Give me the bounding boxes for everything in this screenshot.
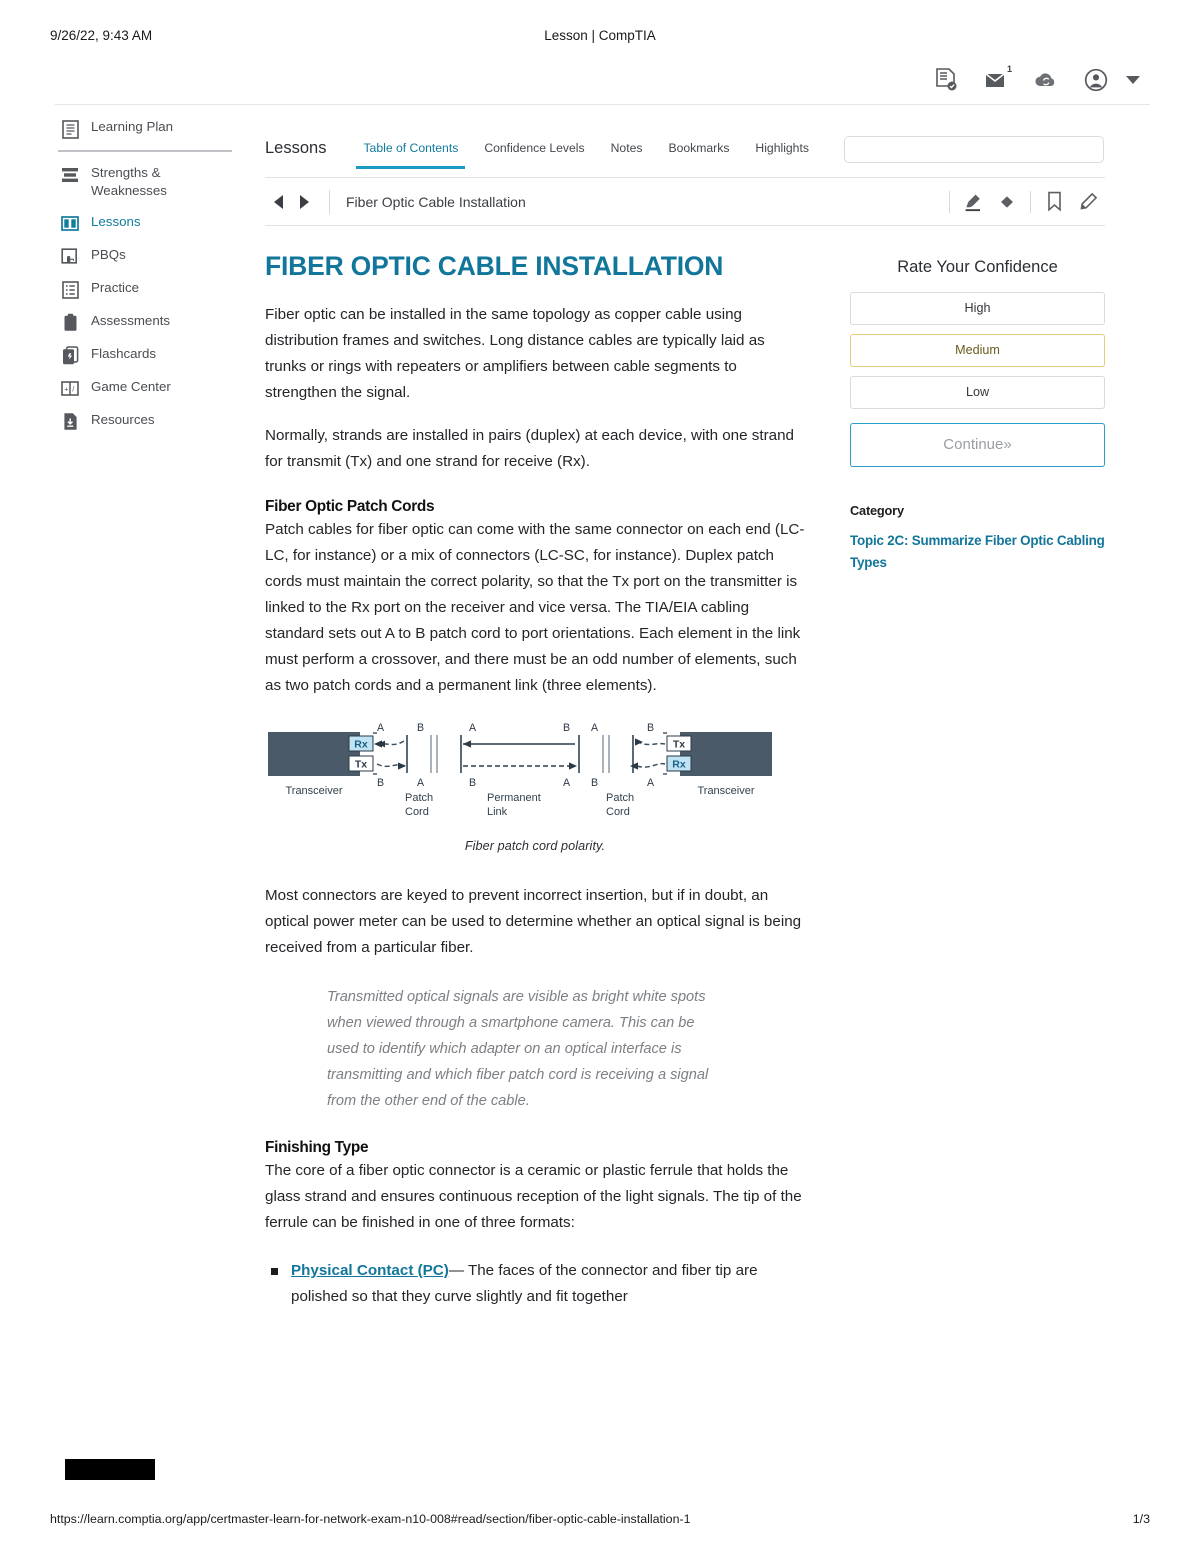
svg-text:Cord: Cord	[405, 805, 429, 818]
tab-bookmarks[interactable]: Bookmarks	[668, 141, 730, 155]
pbqs-icon	[60, 247, 80, 267]
header-divider	[55, 104, 1150, 105]
svg-text:Rx: Rx	[672, 758, 686, 771]
svg-text:Rx: Rx	[354, 738, 368, 751]
print-footer	[50, 1512, 1150, 1526]
svg-text:Tx: Tx	[672, 738, 686, 751]
sidebar-item-strengths-weaknesses[interactable]	[58, 158, 238, 207]
practice-list-icon	[60, 280, 80, 300]
breadcrumb: Fiber Optic Cable Installation	[346, 193, 526, 210]
print-date: 9/26/22, 9:43 AM	[50, 28, 153, 43]
section-label: Lessons	[265, 139, 327, 157]
confidence-high-button[interactable]: High	[850, 292, 1105, 325]
sidebar-item-label: Practice	[91, 279, 140, 295]
svg-text:B: B	[377, 776, 385, 789]
lesson-content	[265, 226, 1105, 1310]
finishing-type-list	[265, 1258, 805, 1310]
figure-caption: Fiber patch cord polarity.	[464, 838, 606, 853]
svg-text:B: B	[417, 721, 425, 734]
list-item-text: — The faces of the connector and fiber tip are polished so that they curve slightly and fit together	[291, 1262, 758, 1306]
main-panel	[265, 132, 1105, 1310]
sidebar-item-label: Lessons	[91, 213, 141, 229]
footer-page-number: 1/3	[1132, 1512, 1150, 1526]
pencil-icon[interactable]	[1071, 188, 1105, 216]
svg-text:Permanent: Permanent	[487, 791, 541, 804]
print-title: Lesson | CompTIA	[544, 28, 656, 43]
svg-text:+: +	[64, 384, 69, 394]
polarity-diagram	[265, 722, 775, 822]
lesson-tabbar	[265, 132, 1105, 178]
article-body	[265, 252, 805, 1310]
toolbar-divider-2	[1030, 191, 1031, 213]
game-center-icon	[60, 379, 80, 399]
sidebar-item-resources[interactable]	[58, 405, 238, 438]
sidebar-item-lessons[interactable]	[58, 207, 238, 240]
category-label: Category	[850, 503, 904, 518]
cloud-sync-icon[interactable]	[1032, 66, 1060, 94]
svg-text:A: A	[377, 721, 385, 734]
redacted-block	[65, 1459, 155, 1480]
sidebar-item-label: Game Center	[91, 378, 171, 394]
inbox-icon[interactable]	[982, 66, 1010, 94]
confidence-rail	[805, 252, 1105, 1310]
svg-text:A: A	[591, 721, 599, 734]
tab-highlights[interactable]: Highlights	[755, 141, 809, 155]
svg-text:Patch: Patch	[606, 791, 635, 804]
print-header	[50, 28, 1150, 43]
svg-text:Cord: Cord	[606, 805, 630, 818]
sidebar-divider	[58, 150, 232, 152]
toolbar-divider	[949, 191, 950, 213]
sidebar-item-assessments[interactable]	[58, 306, 238, 339]
confidence-medium-button[interactable]: Medium	[850, 334, 1105, 367]
assessments-clipboard-icon	[60, 313, 80, 333]
sidebar-item-label: PBQs	[91, 246, 126, 262]
continue-button[interactable]: Continue»	[850, 423, 1105, 467]
nav-divider	[329, 190, 330, 214]
resources-download-icon	[60, 412, 80, 432]
account-menu-chevron-down-icon[interactable]	[1126, 76, 1140, 84]
lesson-nav-row	[265, 178, 1105, 226]
learning-plan-icon	[60, 119, 80, 139]
heading-finishing-type: Finishing Type	[265, 1138, 369, 1156]
svg-text:A: A	[647, 776, 655, 789]
svg-text:B: B	[563, 721, 571, 734]
link-physical-contact-pc[interactable]: Physical Contact (PC)	[291, 1262, 449, 1280]
svg-text:A: A	[469, 721, 477, 734]
svg-text:B: B	[647, 721, 655, 734]
flashcards-icon	[60, 346, 80, 366]
annotation-toolbar	[943, 188, 1105, 216]
tab-confidence-levels[interactable]: Confidence Levels	[484, 141, 585, 155]
heading-patch-cords: Fiber Optic Patch Cords	[265, 497, 435, 515]
tab-table-of-contents[interactable]: Table of Contents	[350, 141, 471, 168]
svg-text:/: /	[72, 384, 75, 394]
svg-text:B: B	[469, 776, 477, 789]
sidebar-item-label: Strengths & Weaknesses	[91, 165, 167, 199]
svg-text:Tx: Tx	[354, 758, 368, 771]
sidebar-item-game-center[interactable]	[58, 372, 238, 405]
sidebar-item-pbqs[interactable]	[58, 240, 238, 273]
previous-lesson-button[interactable]	[265, 189, 291, 215]
strengths-weaknesses-icon	[60, 165, 80, 185]
notes-icon[interactable]	[932, 66, 960, 94]
tab-notes[interactable]: Notes	[610, 141, 643, 155]
search-input[interactable]	[844, 136, 1104, 163]
svg-text:A: A	[417, 776, 425, 789]
lessons-book-icon	[60, 214, 80, 234]
paragraph-finishing-type: The core of a fiber optic connector is a ceramic or plastic ferrule that holds the glass strand and ensures continuous reception of the light signals. The tip of the ferrule can be finished in one of three formats:	[265, 1161, 802, 1232]
svg-text:Link: Link	[487, 805, 508, 818]
svg-text:B: B	[591, 776, 599, 789]
page-title: FIBER OPTIC CABLE INSTALLATION	[265, 251, 724, 281]
list-item	[265, 1258, 805, 1310]
figure-fiber-patch-cord-polarity	[265, 722, 805, 853]
svg-text:Transceiver: Transceiver	[697, 784, 755, 797]
sidebar-item-label: Learning Plan	[91, 119, 174, 134]
sidebar-item-learning-plan[interactable]	[58, 112, 238, 145]
confidence-low-button[interactable]: Low	[850, 376, 1105, 409]
svg-text:A: A	[563, 776, 571, 789]
inbox-badge: 1	[1006, 64, 1012, 74]
highlighter-icon[interactable]	[956, 188, 990, 216]
category-value: Topic 2C: Summarize Fiber Optic Cabling Types	[850, 533, 1105, 571]
callout-blockquote: Transmitted optical signals are visible as bright white spots when viewed through a smartphone camera. This can be used to identify which adapter on an optical interface is transmitting and which fiber patch cord is receiving a signal from the other end of the cable.	[327, 988, 709, 1109]
next-lesson-button[interactable]	[291, 189, 317, 215]
sidebar-item-label: Resources	[91, 411, 155, 427]
paragraph-intro-2: Normally, strands are installed in pairs (duplex) at each device, with one strand for transmit (Tx) and one strand for receive (Rx).	[265, 427, 795, 471]
svg-text:Patch: Patch	[405, 791, 434, 804]
bookmark-icon[interactable]	[1037, 188, 1071, 216]
eraser-icon[interactable]	[990, 188, 1024, 216]
paragraph-patch-cords: Patch cables for fiber optic can come with the same connector on each end (LC-LC, for instance) or a mix of connectors (LC-SC, for instance). Duplex patch cords must maintain the correct polarity, so that the Tx port on the transmitter is linked to the Rx port on the receiver and vice versa. The TIA/EIA cabling standard sets out A to B patch cord to port orientations. Each element in the link must perform a crossover, and there must be an odd number of elements, such as two patch cords and a permanent link (three elements).	[265, 520, 805, 695]
sidebar	[58, 112, 238, 438]
paragraph-connectors-keyed: Most connectors are keyed to prevent incorrect insertion, but if in doubt, an optical power meter can be used to determine whether an optical signal is being received from a particular fiber.	[265, 886, 802, 956]
app-icon-bar	[932, 66, 1140, 94]
sidebar-item-label: Assessments	[91, 312, 171, 328]
sidebar-item-flashcards[interactable]	[58, 339, 238, 372]
rate-confidence-heading: Rate Your Confidence	[897, 258, 1058, 276]
svg-text:Transceiver: Transceiver	[285, 784, 343, 797]
paragraph-intro-1: Fiber optic can be installed in the same topology as copper cable using distribution frames and switches. Long distance cables are typically laid as trunks or rings with repeaters or amplifiers between cable segments to strengthen the signal.	[265, 305, 765, 402]
footer-url: https://learn.comptia.org/app/certmaster-learn-for-network-exam-n10-008#read/section/fiber-optic-cable-installation-1	[50, 1512, 691, 1526]
account-avatar-icon[interactable]	[1082, 66, 1110, 94]
sidebar-item-practice[interactable]	[58, 273, 238, 306]
sidebar-item-label: Flashcards	[91, 345, 157, 361]
search-wrap	[844, 136, 1104, 173]
